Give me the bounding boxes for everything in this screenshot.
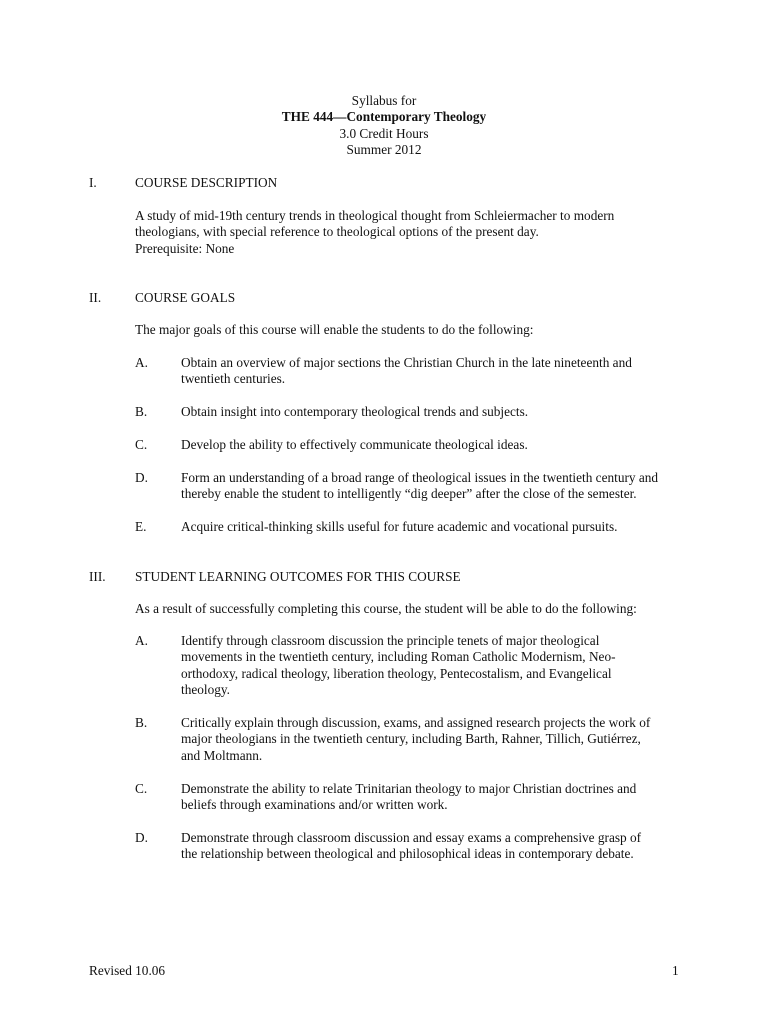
outcome-item (181, 830, 701, 863)
goal-item (181, 470, 701, 503)
goal-letter: E. (135, 519, 147, 534)
section-3-numeral: III. (89, 569, 106, 584)
section-2-numeral: II. (89, 290, 102, 305)
goal-letter: A. (135, 355, 148, 370)
goal-letter: C. (135, 437, 148, 452)
outcome-item (181, 633, 701, 699)
goals-intro: The major goals of this course will enable the students to do the following: (135, 322, 534, 337)
goal-letter: D. (135, 470, 148, 485)
credit-hours: 3.0 Credit Hours (339, 125, 429, 141)
page-number: 1 (672, 963, 679, 978)
outcome-line: beliefs through examinations and/or written work. (181, 797, 448, 813)
outcome-line: major theologians in the twentieth century, including Barth, Rahner, Tillich, Gutiérrez, (181, 731, 641, 747)
goal-line: Obtain insight into contemporary theological trends and subjects. (181, 404, 529, 419)
outcome-letter: C. (135, 781, 148, 796)
goal-line: Obtain an overview of major sections the Christian Church in the late nineteenth and (181, 355, 632, 370)
outcome-line: movements in the twentieth century, including Roman Catholic Modernism, Neo- (181, 649, 616, 665)
goal-line: twentieth centuries. (181, 371, 286, 387)
goal-letter: B. (135, 404, 148, 419)
goal-line: thereby enable the student to intelligently “dig deeper” after the close of the semester. (181, 486, 637, 502)
section-1-numeral: I. (89, 175, 97, 190)
course-title: THE 444—Contemporary Theology (281, 109, 487, 125)
goal-item (181, 404, 701, 420)
section-1-heading: COURSE DESCRIPTION (135, 175, 278, 190)
section-2-heading: COURSE GOALS (135, 290, 236, 305)
outcome-line: Critically explain through discussion, exams, and assigned research projects the work of (181, 715, 651, 730)
goal-item (181, 437, 701, 453)
goal-item (181, 519, 701, 535)
outcome-line: the relationship between theological and philosophical ideas in contemporary debate. (181, 846, 634, 862)
syllabus-label: Syllabus for (351, 93, 417, 108)
outcome-line: Demonstrate through classroom discussion and essay exams a comprehensive grasp of (181, 830, 642, 845)
outcome-letter: B. (135, 715, 148, 730)
course-description (135, 208, 655, 257)
outcomes-intro: As a result of successfully completing this course, the student will be able to do the following: (135, 601, 637, 616)
goal-line: Develop the ability to effectively communicate theological ideas. (181, 437, 528, 452)
outcome-line: Demonstrate the ability to relate Trinitarian theology to major Christian doctrines and (181, 781, 637, 796)
term: Summer 2012 (346, 142, 422, 158)
goal-item (181, 355, 701, 388)
description-line: A study of mid-19th century trends in theological thought from Schleiermacher to modern (135, 208, 615, 223)
outcome-letter: D. (135, 830, 148, 845)
outcome-item (181, 715, 701, 764)
outcome-line: orthodoxy, radical theology, liberation theology, Pentecostalism, and Evangelical (181, 665, 612, 681)
outcome-item (181, 781, 701, 814)
goal-line: Acquire critical-thinking skills useful for future academic and vocational pursuits. (181, 519, 618, 534)
syllabus-header (0, 93, 768, 159)
revision-note: Revised 10.06 (89, 963, 166, 978)
outcome-letter: A. (135, 633, 148, 648)
section-3-heading: STUDENT LEARNING OUTCOMES FOR THIS COURSE (135, 569, 461, 584)
description-line: theologians, with special reference to theological options of the present day. (135, 224, 539, 240)
outcome-line: theology. (181, 682, 230, 698)
prerequisite: Prerequisite: None (135, 240, 235, 256)
outcome-line: and Moltmann. (181, 747, 263, 763)
outcome-line: Identify through classroom discussion the principle tenets of major theological (181, 633, 600, 648)
goal-line: Form an understanding of a broad range of theological issues in the twentieth century and (181, 470, 659, 485)
